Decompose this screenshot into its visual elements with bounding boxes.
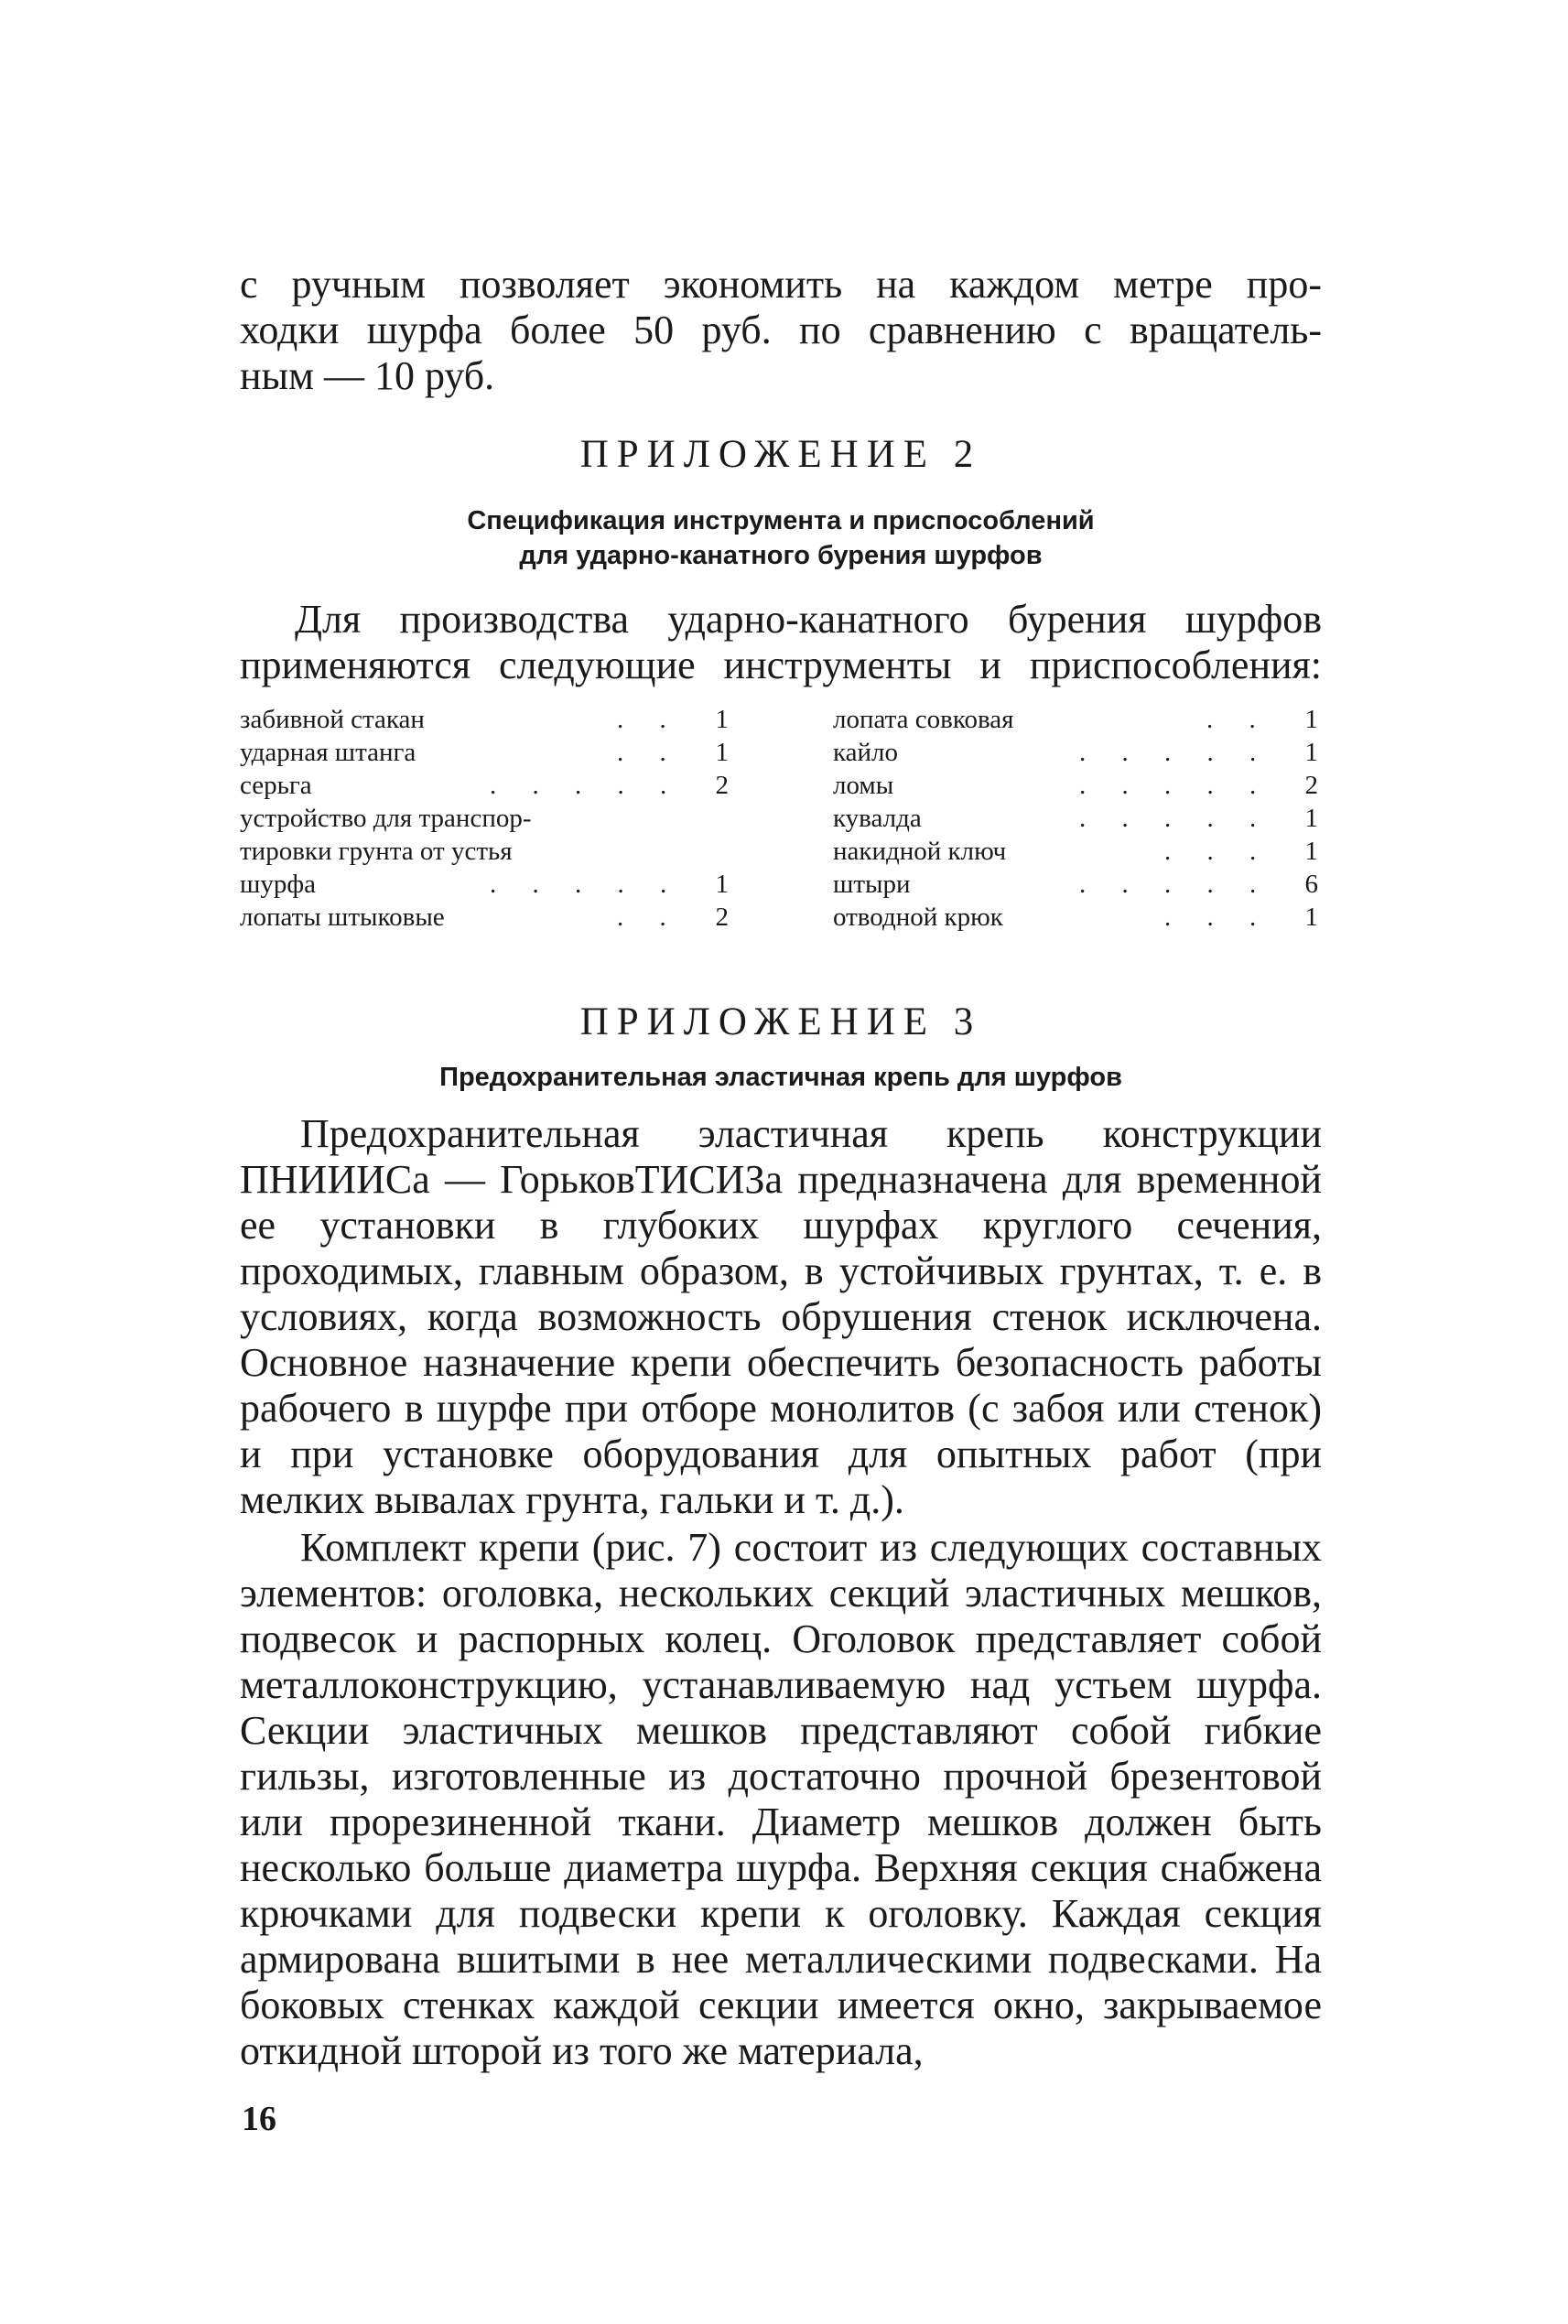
spec-item bbox=[240, 703, 734, 736]
spec-item-leader: . . . . . bbox=[1079, 738, 1271, 767]
spec-item-name: кайло bbox=[833, 738, 899, 767]
spec-item-quantity: 1 bbox=[1304, 705, 1318, 734]
spec-item bbox=[833, 736, 1322, 769]
spec-item-quantity: 2 bbox=[715, 771, 729, 800]
spec-item bbox=[240, 736, 734, 769]
spec-item-name: лопаты штыковые bbox=[240, 903, 445, 932]
spec-item bbox=[240, 868, 734, 901]
appendix2-subtitle bbox=[240, 503, 1322, 573]
spec-item-leader: . . . . . bbox=[1079, 870, 1271, 899]
spec-item-leader: . . . bbox=[1164, 903, 1271, 932]
appendix3-subtitle-block bbox=[240, 1060, 1322, 1095]
appendix3-body bbox=[240, 1111, 1322, 2074]
spec-item bbox=[240, 835, 734, 868]
appendix3-paragraph1: Предохранительная эластичная крепь конструкции ПНИИИСа — ГорьковТИСИЗа предназначена для временной ее установки в глубоких шурфах круглого сечения, проходимых, главным образом, в устойчивых грунтах, т. е. в условиях, когда возможность обрушения стенок исключена. Основное назначение крепи обеспечить безопасность работы рабочего в шурфе при отборе монолитов (с забоя или стенок) и при установке оборудования для опытных работ (при мелких вывалах грунта, гальки и т. д.). bbox=[240, 1111, 1322, 1522]
appendix2-section bbox=[240, 432, 1322, 477]
spec-item-name: кувалда bbox=[833, 804, 922, 833]
spec-item-leader: . . bbox=[617, 738, 681, 767]
spec-item-leader: . . bbox=[617, 705, 681, 734]
appendix2-intro-line1: Для производства ударно-канатного бурения шурфов bbox=[295, 597, 1322, 642]
spec-item bbox=[833, 802, 1322, 835]
appendix2-intro bbox=[240, 597, 1322, 688]
spec-item bbox=[833, 835, 1322, 868]
spec-item-quantity: 1 bbox=[1304, 837, 1318, 866]
appendix3-heading: ПРИЛОЖЕНИЕ 3 bbox=[579, 1000, 982, 1043]
spec-item-quantity: 1 bbox=[1304, 738, 1318, 767]
spec-item-name: забивной стакан bbox=[240, 705, 425, 734]
spec-item bbox=[833, 703, 1322, 736]
spec-right-column bbox=[833, 703, 1322, 934]
spec-item-quantity: 2 bbox=[715, 903, 729, 932]
spec-item-name: ударная штанга bbox=[240, 738, 416, 767]
spec-item-name: отводной крюк bbox=[833, 903, 1003, 932]
spec-item-name: лопата совковая bbox=[833, 705, 1014, 734]
appendix2-intro-line2: применяются следующие инструменты и приспособления: bbox=[240, 643, 1322, 687]
intro-line: с ручным позволяет экономить на каждом метре про- bbox=[240, 262, 1322, 307]
spec-item-quantity: 1 bbox=[1304, 903, 1318, 932]
spec-item-leader: . . . . . bbox=[490, 771, 682, 800]
appendix2-subtitle-line2: для ударно-канатного бурения шурфов bbox=[519, 541, 1043, 570]
spec-item-leader: . . . . . bbox=[490, 870, 682, 899]
spec-item-quantity: 1 bbox=[715, 705, 729, 734]
spec-item-quantity: 1 bbox=[715, 738, 729, 767]
spec-item-name: ломы bbox=[833, 771, 894, 800]
spec-item-leader: . . bbox=[617, 903, 681, 932]
intro-text bbox=[240, 262, 1322, 399]
page-number: 16 bbox=[242, 2100, 276, 2138]
spec-item bbox=[833, 868, 1322, 901]
spec-item-leader: . . . bbox=[1164, 837, 1271, 866]
appendix2-subtitle-line1: Спецификация инструмента и приспособлений bbox=[467, 506, 1095, 535]
spec-item-name: накидной ключ bbox=[833, 837, 1007, 866]
spec-item-name: устройство для транспор- bbox=[240, 804, 532, 833]
spec-left-column bbox=[240, 703, 734, 934]
spec-item-name: штыри bbox=[833, 870, 911, 899]
spec-item-name: тировки грунта от устья bbox=[240, 837, 513, 866]
appendix3-subtitle: Предохранительная эластичная крепь для шурфов bbox=[439, 1063, 1122, 1092]
spec-item-name: шурфа bbox=[240, 870, 316, 899]
spec-item bbox=[240, 769, 734, 802]
appendix3-paragraph2: Комплект крепи (рис. 7) состоит из следующих составных элементов: оголовка, нескольких секций эластичных мешков, подвесок и распорных колец. Оголовок представляет собой металлоконструкцию, устанавливаемую над устьем шурфа. Секции эластичных мешков представляют собой гибкие гильзы, изготовленные из достаточно прочной брезентовой или прорезиненной ткани. Диаметр мешков должен быть несколько больше диаметра шурфа. Верхняя секция снабжена крючками для подвески крепи к оголовку. Каждая секция армирована вшитыми в нее металлическими подвесками. На боковых стенках каждой секции имеется окно, закрываемое откидной шторой из того же материала, bbox=[240, 1525, 1322, 2073]
spec-item-quantity: 6 bbox=[1304, 870, 1318, 899]
spec-item-quantity: 1 bbox=[1304, 804, 1318, 833]
intro-line: ходки шурфа более 50 руб. по сравнению с вращатель- bbox=[240, 308, 1322, 352]
spec-item-leader: . . . . . bbox=[1079, 804, 1271, 833]
spec-item bbox=[240, 802, 734, 835]
spec-item-leader: . . . . . bbox=[1079, 771, 1271, 800]
intro-line: ным — 10 руб. bbox=[240, 353, 495, 398]
spec-item-quantity: 2 bbox=[1304, 771, 1318, 800]
spec-item bbox=[833, 901, 1322, 934]
spec-item bbox=[240, 901, 734, 934]
spec-item bbox=[833, 769, 1322, 802]
spec-item-leader: . . bbox=[1206, 705, 1271, 734]
appendix3-section bbox=[240, 1000, 1322, 1044]
spec-item-quantity: 1 bbox=[715, 870, 729, 899]
spec-item-name: серьга bbox=[240, 771, 312, 800]
appendix2-heading: ПРИЛОЖЕНИЕ 2 bbox=[579, 433, 982, 476]
